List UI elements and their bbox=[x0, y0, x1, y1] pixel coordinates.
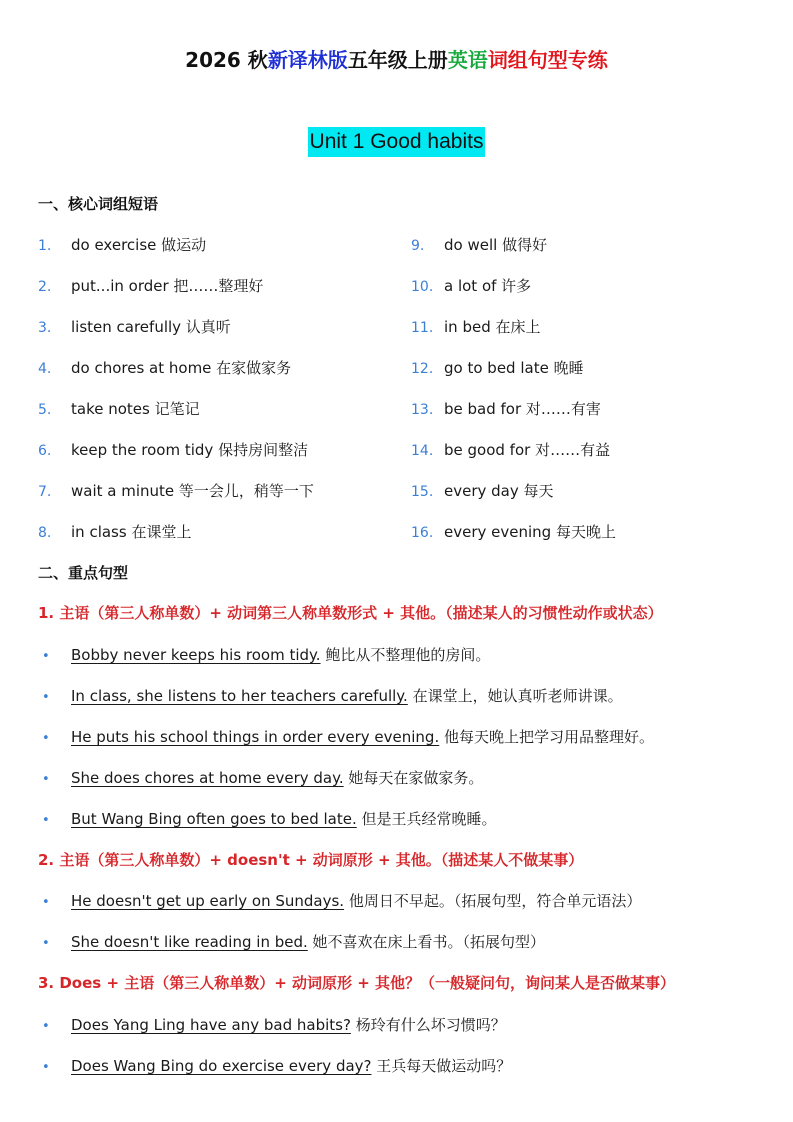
vocab-item bbox=[411, 480, 554, 501]
sentence-item bbox=[38, 931, 545, 952]
vocab-text: keep the room tidy 保持房间整洁 bbox=[71, 441, 309, 459]
unit-heading-wrap bbox=[0, 127, 793, 157]
section-heading-vocab: 一、核心词组短语 bbox=[38, 195, 159, 213]
title-edition: 新译林版 bbox=[267, 48, 348, 72]
vocab-text: wait a minute 等一会儿，稍等一下 bbox=[71, 482, 314, 500]
vocab-number: 14. bbox=[411, 443, 434, 459]
vocab-number: 6. bbox=[38, 443, 52, 459]
vocab-number: 15. bbox=[411, 484, 434, 500]
vocab-item bbox=[38, 357, 291, 378]
sentence-item bbox=[38, 808, 497, 829]
sentence-english: She does chores at home every day. bbox=[71, 769, 344, 787]
vocab-text: do exercise 做运动 bbox=[71, 236, 207, 254]
vocab-item bbox=[38, 480, 314, 501]
sentence-english: Does Wang Bing do exercise every day? bbox=[71, 1057, 372, 1075]
vocab-text: every evening 每天晚上 bbox=[444, 523, 616, 541]
bullet-icon: • bbox=[42, 936, 50, 951]
vocab-text: do well 做得好 bbox=[444, 236, 548, 254]
vocab-text: every day 每天 bbox=[444, 482, 554, 500]
vocab-number: 2. bbox=[38, 279, 52, 295]
sentence-item bbox=[38, 767, 483, 788]
sentence-english: In class, she listens to her teachers carefully. bbox=[71, 687, 408, 705]
sentence-english: She doesn't like reading in bed. bbox=[71, 933, 308, 951]
sentence-chinese: 她不喜欢在床上看书。（拓展句型） bbox=[307, 933, 546, 951]
vocab-item bbox=[411, 234, 547, 255]
sentence-chinese: 鲍比从不整理他的房间。 bbox=[320, 646, 491, 664]
vocab-item bbox=[411, 521, 616, 542]
vocab-item bbox=[411, 275, 531, 296]
vocab-item bbox=[411, 398, 601, 419]
sentence-chinese: 她每天在家做家务。 bbox=[343, 769, 484, 787]
vocab-item bbox=[38, 521, 191, 542]
vocab-number: 8. bbox=[38, 525, 52, 541]
sentence-item bbox=[38, 644, 490, 665]
vocab-number: 3. bbox=[38, 320, 52, 336]
vocab-number: 16. bbox=[411, 525, 434, 541]
sentence-english: He doesn't get up early on Sundays. bbox=[71, 892, 345, 910]
title-year-season: 2026 秋 bbox=[185, 48, 268, 72]
sentence-chinese: 他每天晚上把学习用品整理好。 bbox=[439, 728, 654, 746]
vocab-item bbox=[38, 398, 200, 419]
rule-heading-2: 2. 主语（第三人称单数）+ doesn't + 动词原形 + 其他。（描述某人不做某事） bbox=[38, 851, 584, 869]
vocab-text: in class 在课堂上 bbox=[71, 523, 192, 541]
vocab-item bbox=[38, 439, 308, 460]
sentence-chinese: 杨玲有什么坏习惯吗？ bbox=[350, 1016, 506, 1034]
sentence-english: But Wang Bing often goes to bed late. bbox=[71, 810, 357, 828]
vocab-item bbox=[38, 316, 231, 337]
vocab-text: a lot of 许多 bbox=[444, 277, 532, 295]
vocab-item bbox=[38, 234, 206, 255]
sentence-item bbox=[38, 1055, 511, 1076]
rule-heading-3: 3. Does + 主语（第三人称单数）+ 动词原形 + 其他？（一般疑问句，询问某人是否做某事） bbox=[38, 974, 676, 992]
bullet-icon: • bbox=[42, 731, 50, 746]
title-topic: 词组句型专练 bbox=[487, 48, 608, 72]
bullet-icon: • bbox=[42, 1019, 50, 1034]
sentence-item bbox=[38, 890, 641, 911]
sentence-item bbox=[38, 685, 623, 706]
sentence-chinese: 王兵每天做运动吗？ bbox=[371, 1057, 512, 1075]
vocab-text: listen carefully 认真听 bbox=[71, 318, 231, 336]
vocab-number: 10. bbox=[411, 279, 434, 295]
vocab-text: in bed 在床上 bbox=[444, 318, 541, 336]
vocab-text: go to bed late 晚睡 bbox=[444, 359, 584, 377]
vocab-number: 12. bbox=[411, 361, 434, 377]
vocab-text: be good for 对……有益 bbox=[444, 441, 611, 459]
vocab-text: put...in order 把……整理好 bbox=[71, 277, 264, 295]
section-heading-sentences: 二、重点句型 bbox=[38, 564, 129, 582]
vocab-number: 9. bbox=[411, 238, 425, 254]
bullet-icon: • bbox=[42, 649, 50, 664]
vocab-item bbox=[411, 439, 610, 460]
vocab-number: 13. bbox=[411, 402, 434, 418]
vocab-item bbox=[411, 357, 584, 378]
bullet-icon: • bbox=[42, 895, 50, 910]
vocab-number: 7. bbox=[38, 484, 52, 500]
vocab-text: be bad for 对……有害 bbox=[444, 400, 601, 418]
vocab-text: take notes 记笔记 bbox=[71, 400, 200, 418]
page-title bbox=[0, 44, 793, 73]
sentence-item bbox=[38, 726, 654, 747]
vocab-number: 1. bbox=[38, 238, 52, 254]
sentence-chinese: 他周日不早起。（拓展句型，符合单元语法） bbox=[344, 892, 642, 910]
sentence-english: He puts his school things in order every evening. bbox=[71, 728, 440, 746]
unit-heading: Unit 1 Good habits bbox=[308, 127, 486, 157]
vocab-item bbox=[411, 316, 540, 337]
vocab-number: 5. bbox=[38, 402, 52, 418]
sentence-chinese: 在课堂上，她认真听老师讲课。 bbox=[407, 687, 623, 705]
vocab-number: 11. bbox=[411, 320, 434, 336]
sentence-chinese: 但是王兵经常晚睡。 bbox=[356, 810, 497, 828]
bullet-icon: • bbox=[42, 813, 50, 828]
bullet-icon: • bbox=[42, 690, 50, 705]
vocab-item bbox=[38, 275, 263, 296]
rule-heading-1: 1. 主语（第三人称单数）+ 动词第三人称单数形式 + 其他。（描述某人的习惯性动作或状态） bbox=[38, 604, 663, 622]
bullet-icon: • bbox=[42, 772, 50, 787]
vocab-number: 4. bbox=[38, 361, 52, 377]
bullet-icon: • bbox=[42, 1060, 50, 1075]
sentence-english: Bobby never keeps his room tidy. bbox=[71, 646, 321, 664]
vocab-text: do chores at home 在家做家务 bbox=[71, 359, 292, 377]
sentence-english: Does Yang Ling have any bad habits? bbox=[71, 1016, 351, 1034]
title-grade: 五年级上册 bbox=[347, 48, 448, 72]
title-subject: 英语 bbox=[447, 48, 488, 72]
sentence-item bbox=[38, 1014, 506, 1035]
